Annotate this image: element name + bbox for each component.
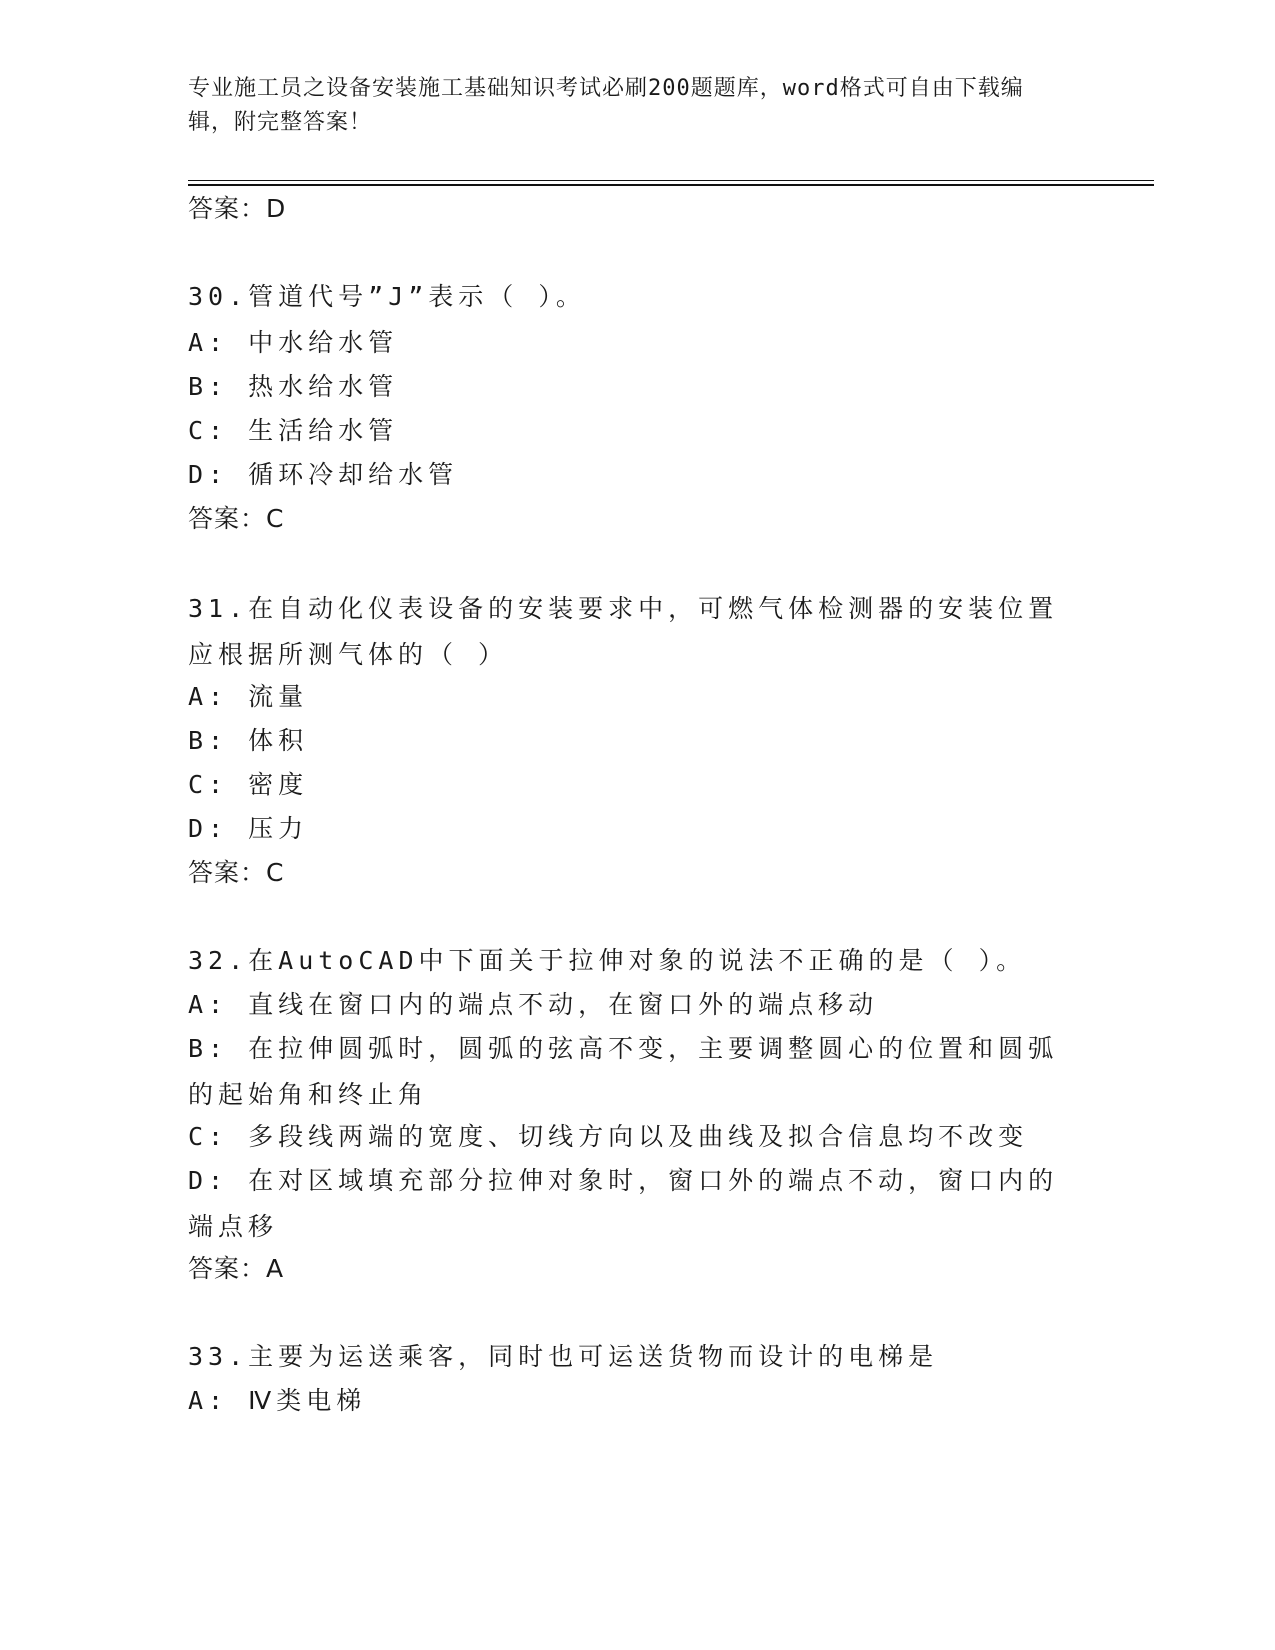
question-30-option-b: B: 热水给水管 <box>188 372 399 401</box>
header-divider-bottom <box>188 184 1154 186</box>
question-30-stem: 30.管道代号”J”表示（ ）。 <box>188 282 586 311</box>
question-31-option-b: B: 体积 <box>188 726 309 755</box>
question-32-option-b: B: 在拉伸圆弧时，圆弧的弦高不变，主要调整圆心的位置和圆弧的起始角和终止角 <box>188 1034 1059 1109</box>
document-header: 专业施工员之设备安装施工基础知识考试必刷200题题库，word格式可自由下载编辑，附完整答案！ <box>188 76 1024 135</box>
question-33-option-a: A: Ⅳ类电梯 <box>188 1386 367 1415</box>
question-30-option-d: D: 循环冷却给水管 <box>188 460 459 489</box>
question-31-stem: 31.在自动化仪表设备的安装要求中，可燃气体检测器的安装位置应根据所测气体的（ ） <box>188 594 1059 669</box>
question-32-option-d: D: 在对区域填充部分拉伸对象时，窗口外的端点不动，窗口内的端点移 <box>188 1166 1059 1241</box>
answer-30: 答案：C <box>188 504 285 533</box>
header-divider-top <box>188 180 1154 181</box>
answer-31: 答案：C <box>188 858 285 887</box>
question-31-option-c: C: 密度 <box>188 770 309 799</box>
answer-29: 答案：D <box>188 194 287 223</box>
question-31-option-a: A: 流量 <box>188 682 309 711</box>
question-32-option-a: A: 直线在窗口内的端点不动，在窗口外的端点移动 <box>188 990 879 1019</box>
question-32-option-c: C: 多段线两端的宽度、切线方向以及曲线及拟合信息均不改变 <box>188 1122 1029 1151</box>
question-30-option-a: A: 中水给水管 <box>188 328 399 357</box>
question-30-option-c: C: 生活给水管 <box>188 416 399 445</box>
answer-32: 答案：A <box>188 1254 285 1283</box>
question-31-option-d: D: 压力 <box>188 814 309 843</box>
question-33-stem: 33.主要为运送乘客，同时也可运送货物而设计的电梯是 <box>188 1342 939 1371</box>
question-32-stem: 32.在AutoCAD中下面关于拉伸对象的说法不正确的是（ ）。 <box>188 946 1027 975</box>
